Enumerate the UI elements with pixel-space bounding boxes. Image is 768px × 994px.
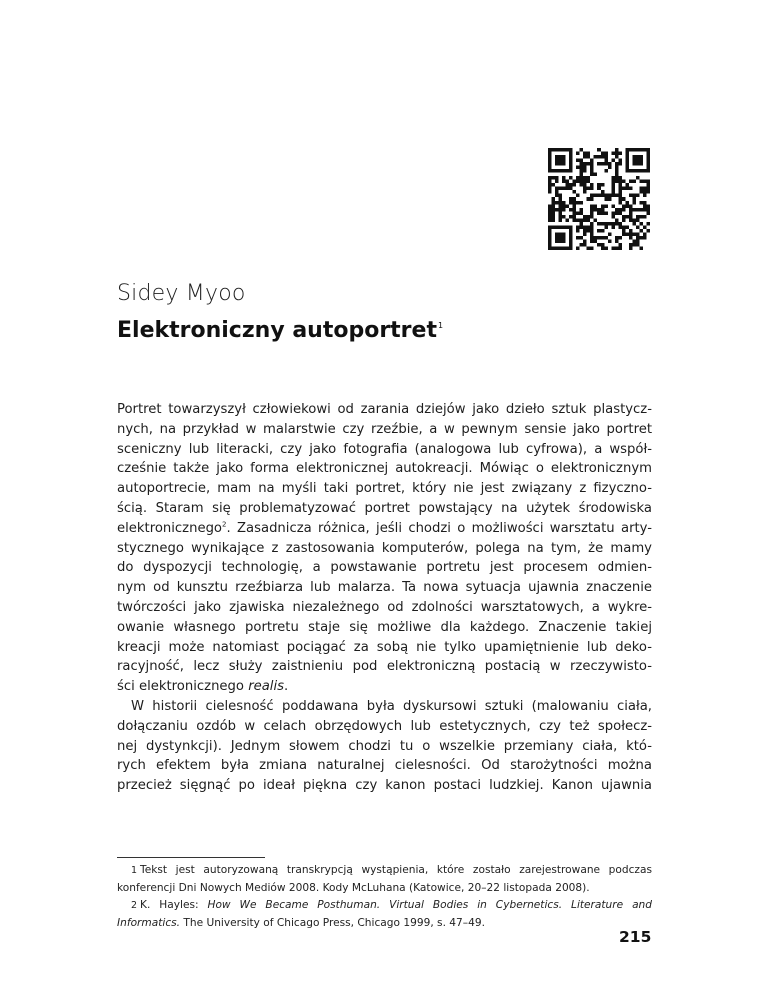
body-line: sceniczny lub literacki, czy jako fotografia (analogowa lub cyfrowa), a współ- (117, 441, 652, 457)
footnote-text: The University of Chicago Press, Chicago 1999, s. 47–49. (180, 916, 485, 929)
title-footnote-mark: 1 (437, 321, 444, 330)
body-line: rych efektem była zmiana naturalnej cielesności. Od starożytności można (117, 758, 652, 774)
line-text: . (284, 679, 289, 695)
line-text: . Zasadnicza różnica, jeśli chodzi o możliwości warsztatu arty- (226, 520, 652, 536)
footnote-ref: 2 (222, 520, 227, 529)
footnote-1-cont: konferencji Dni Nowych Mediów 2008. Kody McLuhana (Katowice, 20–22 listopada 2008). (117, 881, 590, 894)
body-line: ścią. Staram się problematyzować portret powstający na użytek środowiska (117, 500, 652, 516)
footnote-2 (117, 897, 652, 915)
title-text: Elektroniczny autoportret (117, 318, 437, 343)
body-line: racyjność, lecz służy zaistnieniu pod elektroniczną postacią w rzeczywisto- (117, 659, 652, 675)
footnote-text: Tekst jest autoryzowaną transkrypcją wystąpienia, które zostało zarejestrowane podczas (140, 864, 652, 876)
footnote-book-title: How We Became Posthuman. Virtual Bodies in Cybernetics. Literature and (207, 899, 652, 912)
footnote-number: 1 (131, 865, 138, 876)
body-line: przecież sięgnąć po ideał piękna czy kanon postaci ludzkiej. Kanon ujawnia (117, 778, 652, 794)
footnote-number: 2 (131, 900, 138, 912)
italic-term: realis (248, 679, 285, 695)
qr-code (544, 148, 654, 250)
line-text: ści elektronicznego (117, 679, 249, 695)
body-line: Portret towarzyszył człowiekowi od zarania dziejów jako dzieło sztuk plastycz- (117, 402, 652, 417)
body-line: cześnie także jako forma elektronicznej autokreacji. Mówiąc o elektronicznym (117, 461, 652, 477)
body-text (117, 400, 652, 796)
author-name: Sidey Myoo (117, 281, 246, 306)
footnote-book-title: Informatics. (117, 916, 181, 929)
body-line: nych, na przykład w malarstwie czy rzeźbie, a w pewnym sensie jako portret (117, 421, 652, 437)
footnote-text: K. Hayles: (140, 899, 208, 912)
line-text: elektronicznego (117, 520, 223, 536)
footnotes (117, 862, 652, 932)
body-line (117, 677, 652, 697)
body-line: twórczości jako zjawiska niezależnego od zdolności warsztatowych, a wykre- (117, 599, 652, 615)
body-line: nym od kunsztu rzeźbiarza lub malarza. Ta nowa sytuacja ujawnia znaczenie (117, 580, 652, 596)
body-line: nej dystynkcji). Jednym słowem chodzi tu o wszelkie przemiany ciała, któ- (117, 738, 652, 754)
footnote-2-cont (117, 915, 652, 933)
body-line: owanie własnego portretu staje się możliwe dla każdego. Znaczenie takiej (117, 619, 652, 635)
body-line: do dyspozycji technologię, a powstawanie portretu jest procesem odmien- (117, 560, 652, 576)
body-line (117, 519, 652, 539)
body-line: kreacji może natomiast pociągać za sobą nie tylko upamiętnienie lub deko- (117, 639, 652, 655)
article-title (117, 318, 443, 343)
footnote-1 (117, 862, 652, 880)
body-line: stycznego wynikające z zastosowania komputerów, polega na tym, że mamy (117, 540, 652, 556)
page-number: 215 (619, 928, 652, 946)
body-line: dołączaniu ozdób w celach obrzędowych lub estetycznych, czy też społecz- (117, 718, 652, 734)
body-line: autoportrecie, mam na myśli taki portret, który nie jest związany z fizyczno- (117, 481, 652, 497)
footnote-divider (117, 857, 265, 858)
body-line: W historii cielesność poddawana była dyskursowi sztuki (malowaniu ciała, (131, 698, 652, 714)
